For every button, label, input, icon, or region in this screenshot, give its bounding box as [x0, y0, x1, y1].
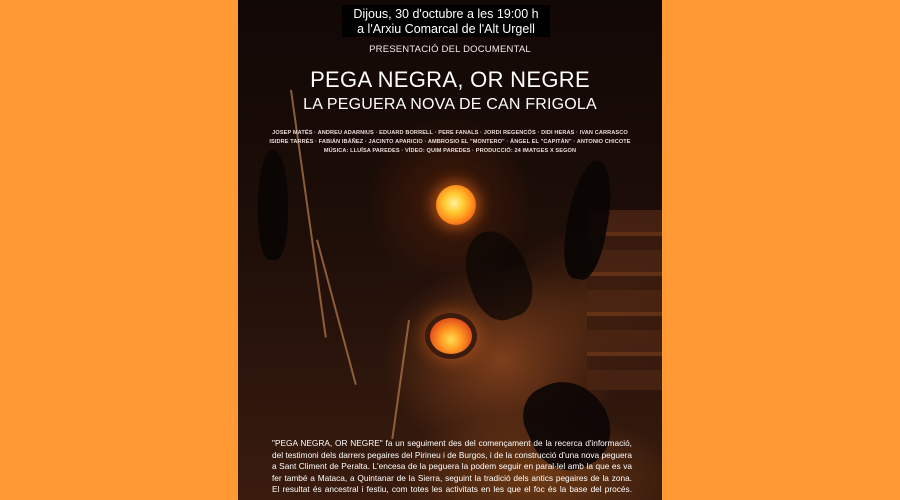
fire-pit-icon — [430, 318, 472, 354]
credits-line: ISIDRE TARRÉS · FABIÁN IBÁÑEZ · JACINTO APARICIO · AMBROSIO EL "MONTERO" · ÁNGEL EL "CAPITÁN" · ANTONIO CHICOTE — [269, 139, 631, 145]
synopsis-line: El resultat és ancestral i festiu, com totes les activitats en les que el foc és la base del procés. — [272, 484, 632, 495]
synopsis-line: a Sant Climent de Peralta. L'encesa de la peguera la podem seguir en paral·lel amb la que es va — [272, 461, 632, 472]
event-date-time: Dijous, 30 d'octubre a les 19:00 h — [353, 7, 539, 21]
poster-kicker: PRESENTACIÓ DEL DOCUMENTAL — [369, 44, 531, 55]
documentary-poster — [238, 0, 662, 500]
synopsis-text — [272, 438, 632, 496]
glowing-fire-icon — [436, 185, 476, 225]
credits-block — [238, 129, 662, 156]
event-location: a l'Arxiu Comarcal de l'Alt Urgell — [357, 22, 535, 36]
synopsis-line: "PEGA NEGRA, OR NEGRE" fa un seguiment des del començament de la recerca d'informació, — [272, 438, 632, 448]
wooden-pole-decoration — [290, 90, 327, 338]
person-silhouette — [258, 150, 288, 260]
person-silhouette — [454, 222, 541, 327]
event-info-box — [342, 5, 550, 37]
credits-line: MÚSICA: LLUÏSA PAREDES · VÍDEO: QUIM PAREDES · PRODUCCIÓ: 24 IMATGES X SEGON — [323, 148, 577, 154]
poster-subtitle: LA PEGUERA NOVA DE CAN FRIGOLA — [303, 96, 597, 113]
synopsis-line: del testimoni dels darrers pegaires del Pirineu i de Burgos, i de la construcció d'una nova peguera — [272, 449, 632, 460]
synopsis-line: fer també a Mataca, a Quintanar de la Sierra, seguint la tradició dels antics pegaires de la zona. — [272, 472, 632, 483]
poster-title: PEGA NEGRA, OR NEGRE — [310, 67, 590, 92]
credits-line: JOSEP MATÉS · ANDREU ADARNIUS · EDUARD BORRELL · PERE FANALS · JORDI REGENCÓS · DIDI HERAS · IVAN CARRASCO — [272, 130, 628, 136]
wooden-pole-decoration — [391, 320, 410, 439]
